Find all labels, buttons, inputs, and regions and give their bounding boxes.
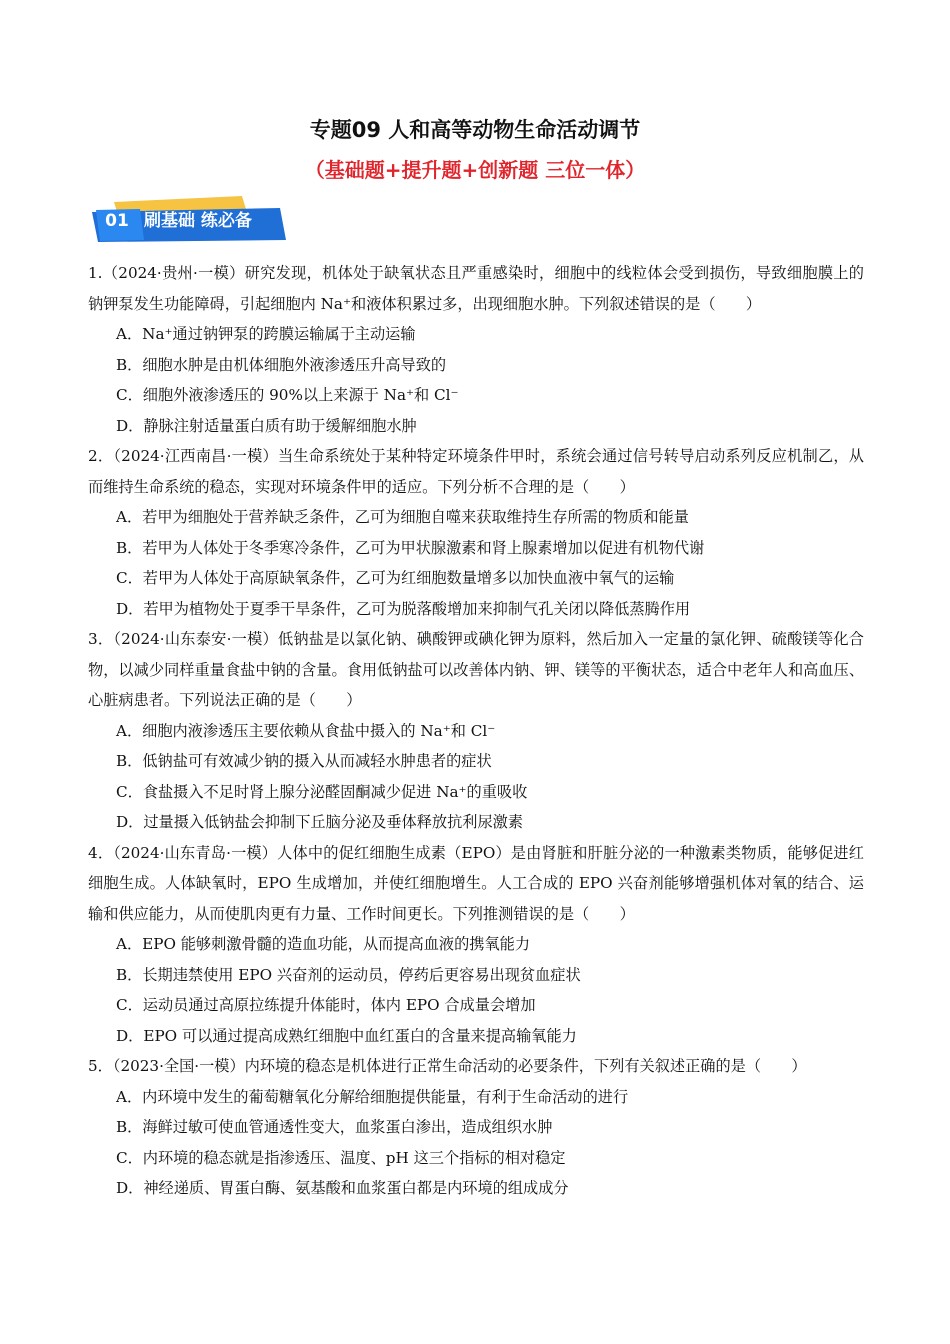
option-c: C．运动员通过高原拉练提升体能时，体内 EPO 合成量会增加	[116, 996, 536, 1014]
question-stem: 4．（2024·山东青岛·一模）人体中的促红细胞生成素（EPO）是由肾脏和肝脏分泌的一种激素类物质，能够促进红细胞生成。人体缺氧时，EPO 生成增加，并使红细胞增生。人工合成的 EPO 兴奋剂能够增强机体对氧的结合、运输和供应能力，从而使肌肉更有力量、工作时间更长。下列推测错误的是（ ）	[88, 843, 864, 923]
option-a: A．内环境中发生的葡萄糖氧化分解给细胞提供能量，有利于生命活动的进行	[116, 1087, 629, 1106]
option-c: C．细胞外液渗透压的 90%以上来源于 Na⁺和 Cl⁻	[116, 386, 459, 404]
option-b: B．长期违禁使用 EPO 兴奋剂的运动员，停药后更容易出现贫血症状	[116, 965, 581, 984]
question-stem: 3．（2024·山东泰安·一模）低钠盐是以氯化钠、碘酸钾或碘化钾为原料，然后加入一定量的氯化钾、硫酸镁等化合物，以减少同样重量食盐中钠的含量。食用低钠盐可以改善体内钠、钾、镁等的平衡状态，适合中老年人和高血压、心脏病患者。下列说法正确的是（ ）	[88, 630, 864, 709]
option-d: D．过量摄入低钠盐会抑制下丘脑分泌及垂体释放抗利尿激素	[116, 813, 524, 831]
question-1	[88, 258, 864, 441]
question-stem: 2．（2024·江西南昌·一模）当生命系统处于某种特定环境条件甲时，系统会通过信号转导启动系列反应机制乙，从而维持生命系统的稳态，实现对环境条件甲的适应。下列分析不合理的是（ ）	[88, 447, 864, 496]
option-b: B．若甲为人体处于冬季寒冷条件，乙可为甲状腺激素和肾上腺素增加以促进有机物代谢	[116, 538, 705, 557]
option-a: A．EPO 能够刺激骨髓的造血功能，从而提高血液的携氧能力	[116, 935, 531, 953]
option-c: C．食盐摄入不足时肾上腺分泌醛固酮减少促进 Na⁺的重吸收	[116, 782, 528, 801]
section-header	[100, 206, 252, 236]
option-b: B．海鲜过敏可使血管通透性变大，血浆蛋白渗出，造成组织水肿	[116, 1118, 553, 1136]
question-2	[88, 441, 864, 624]
section-number: 01	[105, 211, 129, 231]
page-title: 专题09 人和高等动物生命活动调节	[309, 118, 641, 142]
option-d: D．静脉注射适量蛋白质有助于缓解细胞水肿	[116, 416, 417, 435]
question-stem: 1.（2024·贵州·一模）研究发现，机体处于缺氧状态且严重感染时，细胞中的线粒体会受到损伤，导致细胞膜上的钠钾泵发生功能障碍，引起细胞内 Na⁺和液体积累过多，出现细胞水肿。下列叙述错误的是（ ）	[88, 264, 864, 313]
option-d: D．神经递质、胃蛋白酶、氨基酸和血浆蛋白都是内环境的组成成分	[116, 1179, 569, 1197]
option-c: C．内环境的稳态就是指渗透压、温度、pH 这三个指标的相对稳定	[116, 1148, 566, 1167]
option-b: B．低钠盐可有效减少钠的摄入从而减轻水肿患者的症状	[116, 752, 492, 770]
option-d: D．若甲为植物处于夏季干旱条件，乙可为脱落酸增加来抑制气孔关闭以降低蒸腾作用	[116, 599, 691, 618]
question-list	[88, 258, 864, 1204]
question-4	[88, 838, 864, 1052]
page-subtitle: （基础题+提升题+创新题 三位一体）	[304, 158, 646, 182]
option-a: A．若甲为细胞处于营养缺乏条件，乙可为细胞自噬来获取维持生存所需的物质和能量	[116, 508, 689, 526]
question-stem: 5．（2023·全国·一模）内环境的稳态是机体进行正常生命活动的必要条件，下列有关叙述正确的是（ ）	[88, 1057, 807, 1075]
option-c: C．若甲为人体处于高原缺氧条件，乙可为红细胞数量增多以加快血液中氧气的运输	[116, 569, 675, 587]
question-5	[88, 1051, 864, 1204]
section-label: 刷基础 练必备	[144, 211, 252, 231]
option-d: D．EPO 可以通过提高成熟红细胞中血红蛋白的含量来提高输氧能力	[116, 1026, 577, 1045]
option-a: A．细胞内液渗透压主要依赖从食盐中摄入的 Na⁺和 Cl⁻	[116, 721, 496, 740]
question-3	[88, 624, 864, 838]
option-a: A．Na⁺通过钠钾泵的跨膜运输属于主动运输	[116, 325, 416, 343]
option-b: B．细胞水肿是由机体细胞外液渗透压升高导致的	[116, 355, 447, 374]
